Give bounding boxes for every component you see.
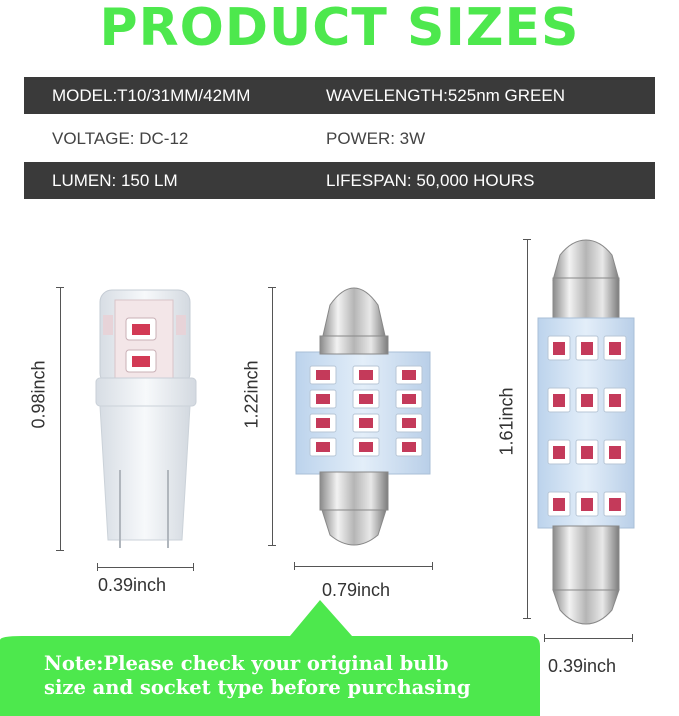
festoon31-height-tick-top — [268, 287, 276, 288]
spec-power: POWER: 3W — [326, 129, 426, 148]
t10-width-tick-left — [97, 563, 98, 571]
festoon31-height-tick-bottom — [268, 545, 276, 546]
spec-model: MODEL:T10/31MM/42MM — [52, 86, 251, 105]
t10-height-tick-bottom — [56, 550, 64, 551]
t10-height-tick-top — [56, 287, 64, 288]
spec-voltage: VOLTAGE: DC-12 — [52, 129, 189, 148]
page-title: PRODUCT SIZES — [99, 0, 580, 58]
festoon42-height-label: 1.61inch — [496, 387, 517, 456]
festoon31-width-tick-right — [432, 562, 433, 570]
festoon31-width-label: 0.79inch — [322, 580, 391, 600]
festoon31-width-tick-left — [294, 562, 295, 570]
festoon31-width-line — [294, 566, 432, 567]
t10-width-line — [97, 567, 193, 568]
note-banner — [0, 600, 679, 716]
note-line-1: Note:Please check your original bulb — [44, 652, 449, 675]
festoon-31mm-image — [296, 288, 430, 545]
spec-lumen: LUMEN: 150 LM — [52, 171, 178, 190]
t10-height-label: 0.98inch — [28, 360, 49, 429]
note-line-2: size and socket type before purchasing — [44, 676, 471, 699]
festoon31-height-line — [272, 287, 273, 545]
spec-wavelength: WAVELENGTH:525nm GREEN — [326, 86, 566, 105]
t10-width-tick-right — [193, 563, 194, 571]
festoon-42mm-image — [538, 240, 634, 624]
festoon31-height-label: 1.22inch — [241, 360, 262, 429]
t10-height-line — [60, 287, 61, 550]
festoon42-width-label: 0.39inch — [548, 656, 617, 676]
festoon42-height-line — [527, 239, 528, 618]
spec-lifespan: LIFESPAN: 50,000 HOURS — [326, 171, 535, 190]
t10-width-label: 0.39inch — [98, 575, 167, 595]
t10-bulb-image — [96, 290, 196, 548]
festoon42-height-tick-top — [523, 239, 531, 240]
